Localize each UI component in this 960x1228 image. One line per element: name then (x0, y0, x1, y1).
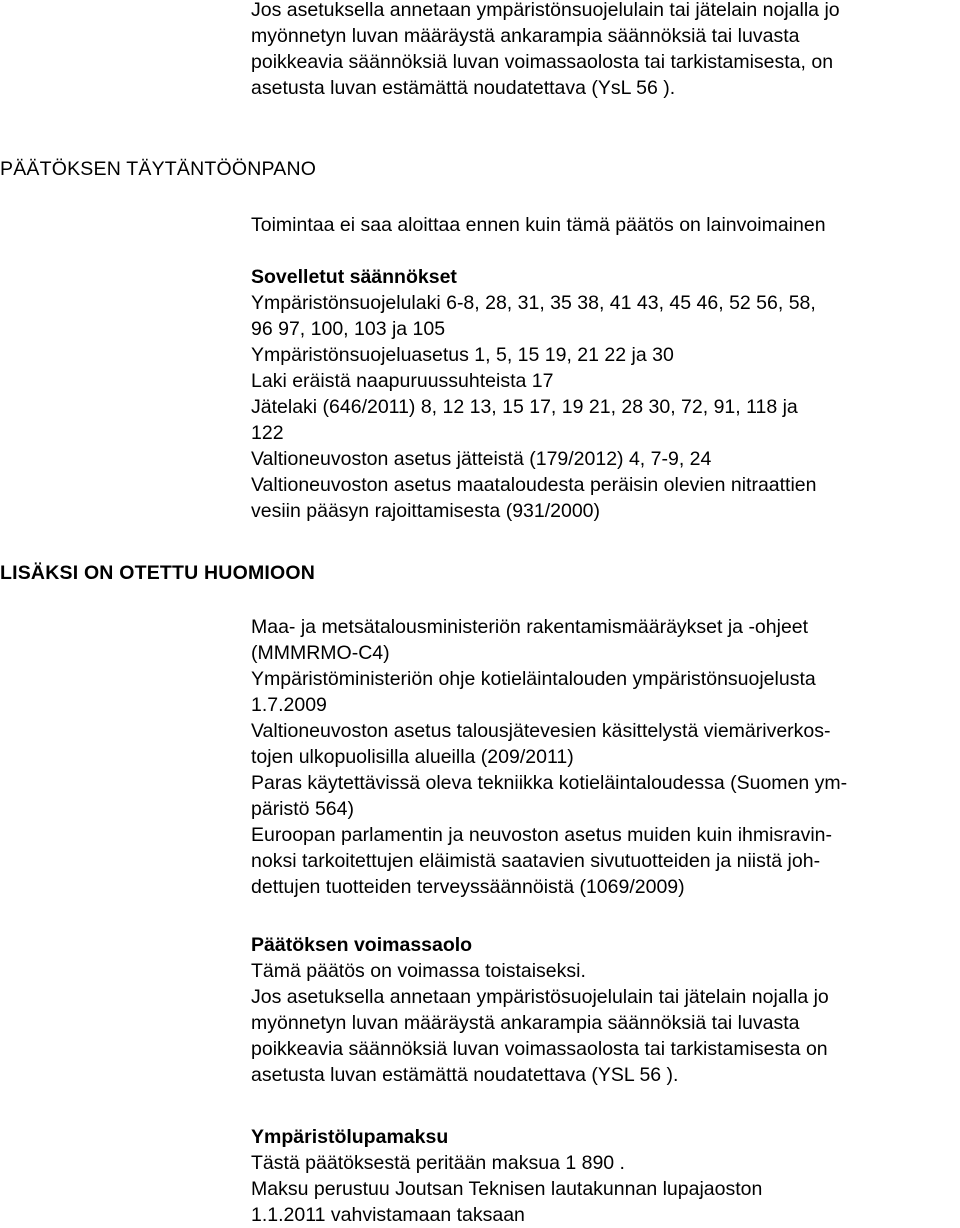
regulation-line: vesiin pääsyn rajoittamisesta (931/2000) (251, 500, 601, 522)
validity-line: Tämä päätös on voimassa toistaiseksi. (251, 960, 586, 982)
consideration-line: Ympäristöministeriön ohje kotieläintalouden ympäristönsuojelusta (251, 668, 816, 690)
regulation-line: Jätelaki (646/2011) 8, 12 13, 15 17, 19 21, 28 30, 72, 91, 118 ja (251, 396, 798, 418)
intro-paragraph (251, 0, 959, 101)
regulation-line: 122 (251, 422, 284, 444)
intro-line: myönnetyn luvan määräystä ankarampia säännöksiä tai luvasta (251, 25, 800, 47)
validity-line: poikkeavia säännöksiä luvan voimassaolosta tai tarkistamisesta on (251, 1038, 828, 1060)
consideration-line: (MMMRMO-C4) (251, 642, 390, 664)
regulation-line: Ympäristönsuojelulaki 6-8, 28, 31, 35 38, 41 43, 45 46, 52 56, 58, (251, 292, 816, 314)
consideration-line: tojen ulkopuolisilla alueilla (209/2011) (251, 746, 574, 768)
regulation-line: Laki eräistä naapuruussuhteista 17 (251, 370, 554, 392)
consideration-line: Euroopan parlamentin ja neuvoston asetus muiden kuin ihmisravin- (251, 824, 832, 846)
consideration-line: Paras käytettävissä oleva tekniikka kotieläintaloudessa (Suomen ym- (251, 772, 848, 794)
section-heading-paatoksen-taytantoonpano: PÄÄTÖKSEN TÄYTÄNTÖÖNPANO (0, 158, 317, 180)
decision-validity (251, 932, 959, 1088)
permit-fee-heading: Ympäristölupamaksu (251, 1126, 449, 1148)
applied-regulations-heading: Sovelletut säännökset (251, 266, 457, 288)
applied-regulations (251, 264, 959, 524)
consideration-line: 1.7.2009 (251, 694, 327, 716)
regulation-line: Valtioneuvoston asetus jätteistä (179/2012) 4, 7-9, 24 (251, 448, 712, 470)
decision-validity-heading: Päätöksen voimassaolo (251, 934, 473, 956)
additional-considerations (251, 614, 959, 900)
intro-line: Jos asetuksella annetaan ympäristönsuojelulain tai jätelain nojalla jo (251, 0, 840, 21)
consideration-line: päristö 564) (251, 798, 354, 820)
consideration-line: dettujen tuotteiden terveyssäännöistä (1069/2009) (251, 876, 685, 898)
consideration-line: Valtioneuvoston asetus talousjätevesien käsittelystä viemäriverkos- (251, 720, 831, 742)
validity-line: Jos asetuksella annetaan ympäristösuojelulain tai jätelain nojalla jo (251, 986, 829, 1008)
fee-line: Tästä päätöksestä peritään maksua 1 890 . (251, 1152, 625, 1174)
validity-line: asetusta luvan estämättä noudatettava (YSL 56 ). (251, 1064, 679, 1086)
consideration-line: Maa- ja metsätalousministeriön rakentamismääräykset ja -ohjeet (251, 616, 809, 638)
section-heading-lisaksi-huomioon: LISÄKSI ON OTETTU HUOMIOON (0, 562, 316, 584)
intro-line: asetusta luvan estämättä noudatettava (YsL 56 ). (251, 77, 676, 99)
enforcement-line: Toimintaa ei saa aloittaa ennen kuin tämä päätös on lainvoimainen (251, 214, 826, 236)
consideration-line: noksi tarkoitettujen eläimistä saatavien sivutuotteiden ja niistä joh- (251, 850, 821, 872)
validity-line: myönnetyn luvan määräystä ankarampia säännöksiä tai luvasta (251, 1012, 800, 1034)
enforcement-text (251, 212, 959, 238)
fee-line: Maksu perustuu Joutsan Teknisen lautakunnan lupajaoston (251, 1178, 763, 1200)
intro-line: poikkeavia säännöksiä luvan voimassaolosta tai tarkistamisesta, on (251, 51, 834, 73)
regulation-line: Valtioneuvoston asetus maataloudesta peräisin olevien nitraattien (251, 474, 817, 496)
regulation-line: 96 97, 100, 103 ja 105 (251, 318, 446, 340)
regulation-line: Ympäristönsuojeluasetus 1, 5, 15 19, 21 22 ja 30 (251, 344, 674, 366)
permit-fee (251, 1124, 959, 1228)
fee-line: 1.1.2011 vahvistamaan taksaan (251, 1204, 525, 1226)
